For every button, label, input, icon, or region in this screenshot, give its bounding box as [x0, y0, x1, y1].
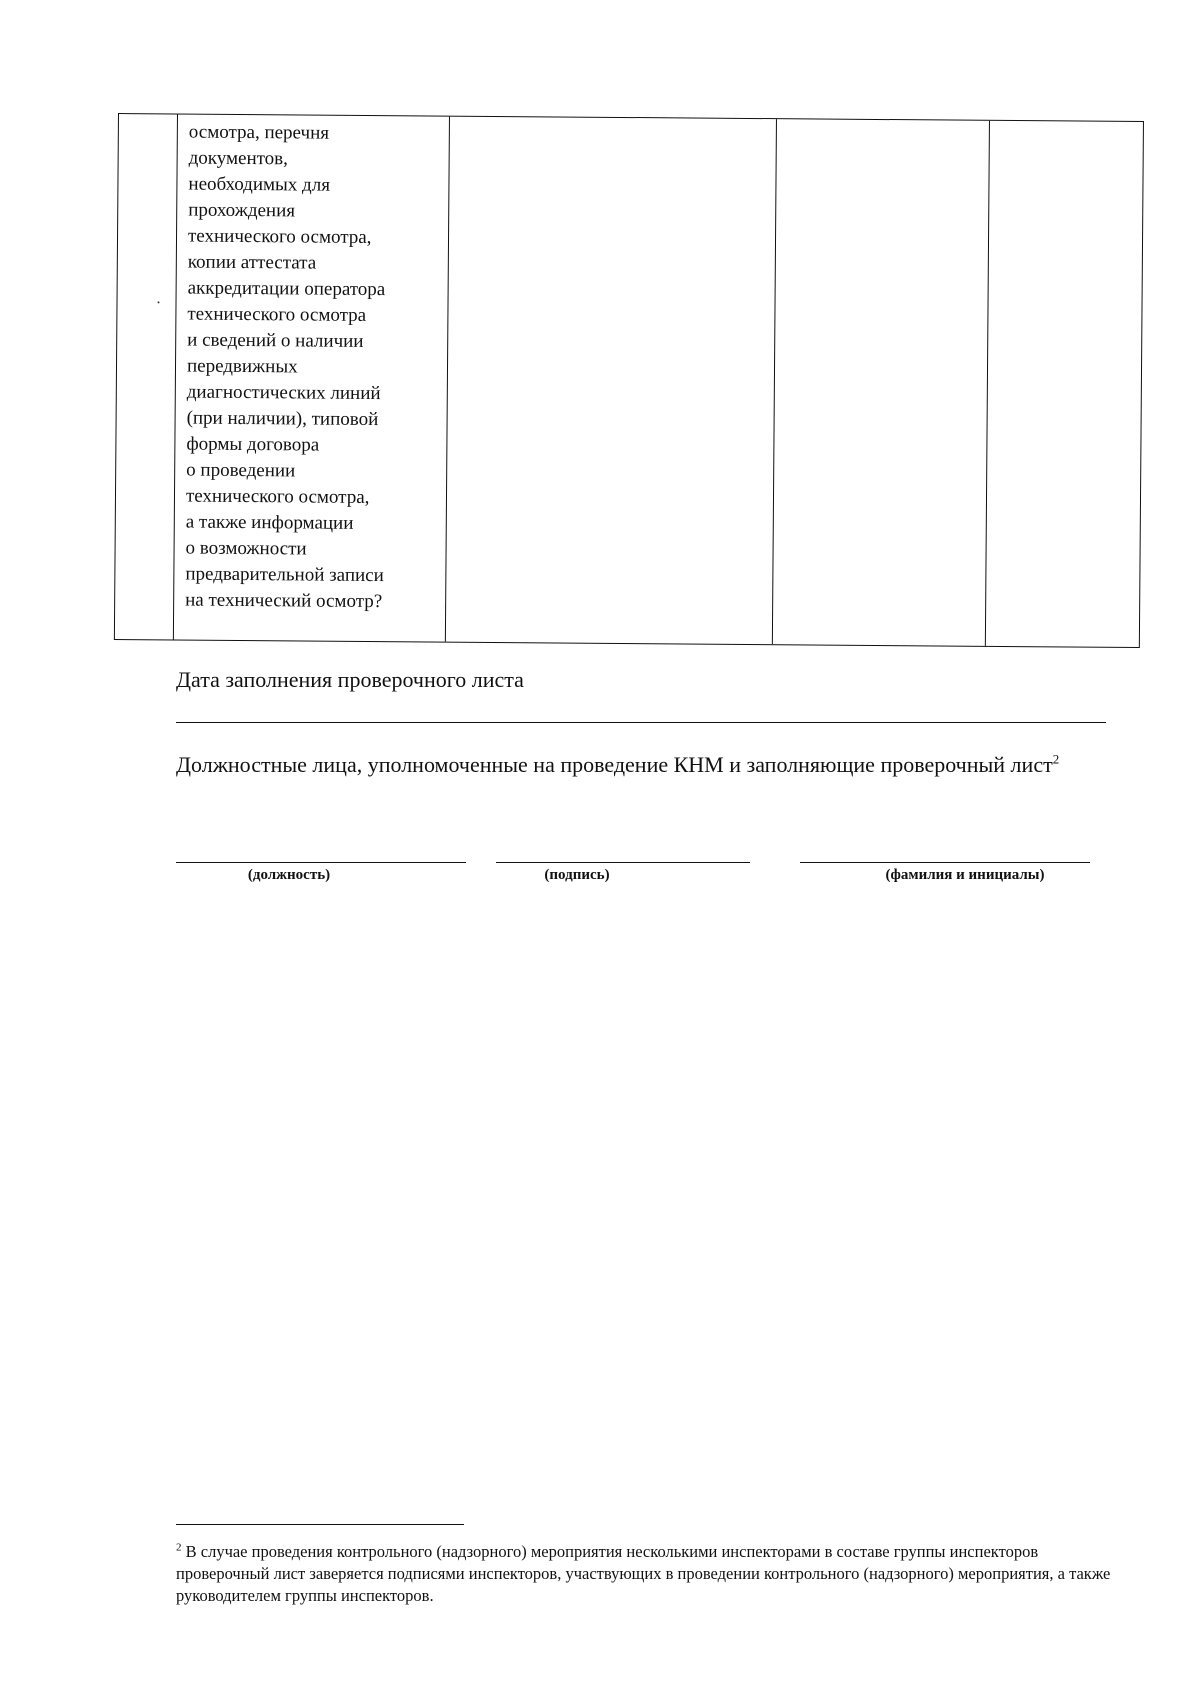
officials-label — [176, 752, 1116, 778]
checklist-table — [114, 113, 1144, 648]
officials-label-text: Должностные лица, уполномоченные на проведение КНМ и заполняющие проверочный лист — [176, 752, 1053, 777]
table-question-cell: осмотра, перечня документов, необходимых для прохождения технического осмотра, копии аттестата аккредитации оператора технического осмотра и сведений о наличии передвижных диагностических линий (при наличии), типовой формы договора о проведении технического осмотра, а также информации о возможности предварительной записи на технический осмотр? — [185, 121, 386, 613]
signature-caption: (подпись) — [544, 867, 610, 883]
fill-date-line[interactable] — [176, 722, 1106, 723]
position-caption: (должность) — [247, 867, 331, 883]
table-column-divider-4 — [985, 121, 990, 646]
table-column-divider-3 — [772, 119, 777, 644]
footnote-text: В случае проведения контрольного (надзорного) мероприятия несколькими инспекторами в составе группы инспекторов проверочный лист заверяется подписями инспекторов, участвующих в проведении контрольного (надзорного) мероприятия, а также руководителем группы инспекторов. — [176, 1542, 1111, 1605]
signature-line[interactable] — [496, 862, 750, 863]
table-column-divider-1 — [173, 114, 178, 639]
footnote — [176, 1541, 1126, 1607]
footnote-marker: 2 — [176, 1541, 182, 1554]
scan-speck — [158, 301, 160, 303]
position-line[interactable] — [176, 862, 466, 863]
fill-date-label: Дата заполнения проверочного листа — [176, 667, 524, 692]
footnote-reference: 2 — [1052, 751, 1060, 767]
name-caption: (фамилия и инициалы) — [885, 867, 1045, 883]
name-line[interactable] — [800, 862, 1090, 863]
footnote-separator — [176, 1524, 464, 1525]
